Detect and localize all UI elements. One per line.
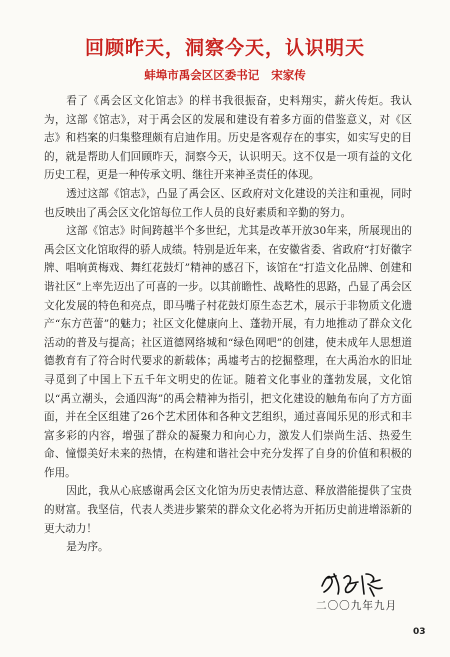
paragraph: 是为序。 <box>66 541 109 554</box>
paragraph: 看了《禹会区文化馆志》的样书我很振奋，史料翔实，薪火传炬。我认为，这部《馆志》，对于禹会区的发展和建设有着多方面的借鉴意义，对《区志》和档案的归集整理颇有启迪作用。历史是客观存在的事实，如实写史的目的，就是帮助人们回顾昨天，洞察今天，认识明天。这不仅是一项有益的文化历史工程，更是一种传承文明、继往开来神圣责任的体现。 <box>44 95 412 182</box>
author-byline <box>0 67 450 83</box>
author-name: 宋家传 <box>271 68 306 82</box>
paragraph: 透过这部《馆志》，凸显了禹会区、区政府对文化建设的关注和重视，同时也反映出了禹会区文化馆每位工作人员的良好素质和辛勤的努力。 <box>44 187 412 219</box>
date: 二〇〇九年九月 <box>316 600 398 612</box>
handwritten-signature <box>318 566 388 598</box>
page-number: 03 <box>413 627 426 637</box>
page-title: 回顾昨天，洞察今天，认识明天 <box>84 37 365 59</box>
paragraph: 这部《馆志》时间跨越半个多世纪，尤其是改革开放30年来，所展现出的禹会区文化馆取得的骄人成绩。特别是近年来，在安徽省委、省政府“打好徽字牌、唱响黄梅戏、舞红花鼓灯”精神的感召下，该馆在“打造文化品牌、创建和谐社区”上率先迈出了可喜的一步。以其前瞻性、战略性的思路，凸显了禹会区文化发展的特色和亮点，即马嘴子村花鼓灯原生态艺术，展示于非物质文化遗产“东方芭蕾”的魅力；社区文化健康向上、蓬勃开展，有力地推动了群众文化活动的普及与提高；社区道德网络城和“绿色网吧”的创建，使未成年人思想道德教育有了符合时代要求的新载体；禹墟考古的挖掘整理，在大禹治水的旧址寻觅到了中国上下五千年文明史的佐证。随着文化事业的蓬勃发展，文化馆以“禹立潮头，会通四海”的禹会精神为指引，把文化建设的触角布向了方方面面，并在全区组建了26个艺术团体和各种文艺组织，通过喜闻乐见的形式和丰富多彩的内容，增强了群众的凝聚力和向心力，激发人们崇尚生活、热爱生命、憧憬美好未来的热情，在构建和谐社会中充分发挥了自身的价值和积极的作用。 <box>44 225 412 479</box>
preface-body <box>44 92 412 557</box>
paragraph: 因此，我从心底感谢禹会区文化馆为历史表情达意、释放潜能提供了宝贵的财富。我坚信，代表人类进步繁荣的群众文化必将为开拓历史前进增添新的更大动力！ <box>44 485 412 535</box>
author-position: 蚌埠市禹会区区委书记 <box>144 68 260 82</box>
